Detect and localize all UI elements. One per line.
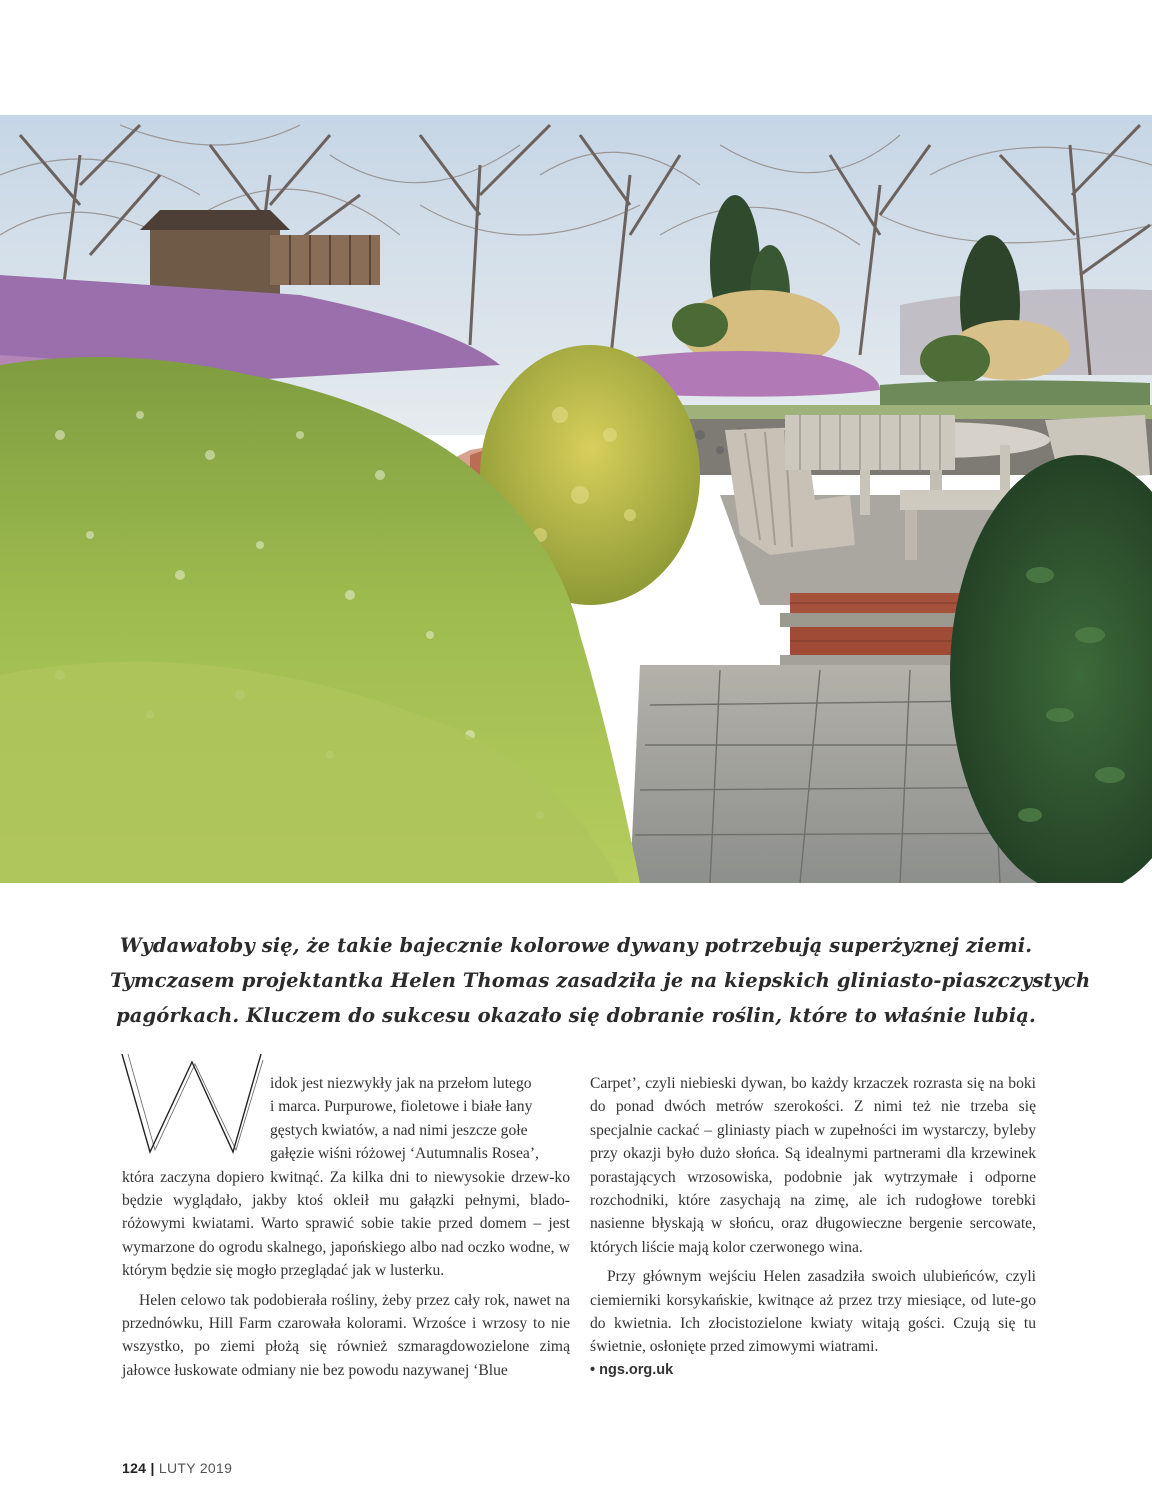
lead-line-3: pagórkach. Kluczem do sukcesu okazało się dobranie roślin, które to właśnie lubią. [116,1004,1036,1027]
lead-line-2: Tymczasem projektantka Helen Thomas zasadziła je na kiepskich gliniasto-piaszczystych [110,969,1091,992]
paragraph-3: Carpet’, czyli niebieski dywan, bo każdy krzaczek rozrasta się na boki do ponad dwóch metrów szerokości. Z nimi też nie trzeba się specjalnie cackać – gliniasty piach w zupełności im wystarczy, byleby przy okazji było dużo słońca. Są idealnymi partnerami dla krzewinek porastających wrzosowiska, podobnie jak wytrzymałe i odporne rozchodniki, które zasychają na zimę, ale ich rudogłowe torebki nasienne błyskają w słońcu, oraz długowieczne bergenie sercowate, których liście mają kolor czerwonego wina. [590,1075,1036,1256]
opening-line-4: gałęzie wiśni różowej ‘Autumnalis Rosea’, [270,1145,539,1163]
paragraph-2: Helen celowo tak podobierała rośliny, żeby przez cały rok, nawet na przednówku, Hill Farm czarowała kolorami. Wrzośce i wrzosy to nie wszystko, po ziemi płożą się również szmaragdowozielone zimą jałowce łuskowate odmiany nie bez powodu nazywanej ‘Blue [122,1291,570,1379]
issue-date: LUTY 2019 [158,1460,233,1476]
footer-separator: | [150,1460,155,1476]
source-link[interactable]: • ngs.org.uk [590,1361,674,1378]
page-number: 124 [122,1460,147,1476]
opening-line-2: i marca. Purpurowe, fioletowe i białe łany [270,1098,533,1116]
garden-photo [0,115,1152,883]
lead-paragraph [110,928,1091,1033]
drop-cap-letter: W [120,1052,122,1053]
paragraph-4: Przy głównym wejściu Helen zasadziła swoich ulubieńców, czyli ciemierniki korsykańskie, kwitnące aż przez trzy miesiące, od lute-go do kwietnia. Ich złocistozielone kwiaty witają gości. Czują się tu świetnie, osłonięte przed zimowymi wiatrami. [590,1268,1036,1356]
article-column-right [590,1072,1036,1382]
lead-line-1: Wydawałoby się, że takie bajecznie kolorowe dywany potrzebują superżyznej ziemi. [119,934,1033,957]
article-column-left [122,1072,570,1382]
opening-line-1: idok jest niezwykły jak na przełom lutego [270,1075,532,1092]
garden-photo-illustration [0,115,1152,883]
paragraph-1-continued: która zaczyna dopiero kwitnąć. Za kilka dni to niewysokie drzew-ko będzie wyglądało, jakby ktoś okleił mu gałązki pełnymi, blado-różowymi kwiatami. Warto sprawić sobie takie przed domem – jest wymarzone do ogrodu skalnego, japońskiego albo nad oczko wodne, w którym będzie się mogło przeglądać jak w lusterku. [122,1168,570,1280]
opening-line-3: gęstych kwiatów, a nad nimi jeszcze gołe [270,1121,528,1139]
page-footer [122,1460,232,1476]
